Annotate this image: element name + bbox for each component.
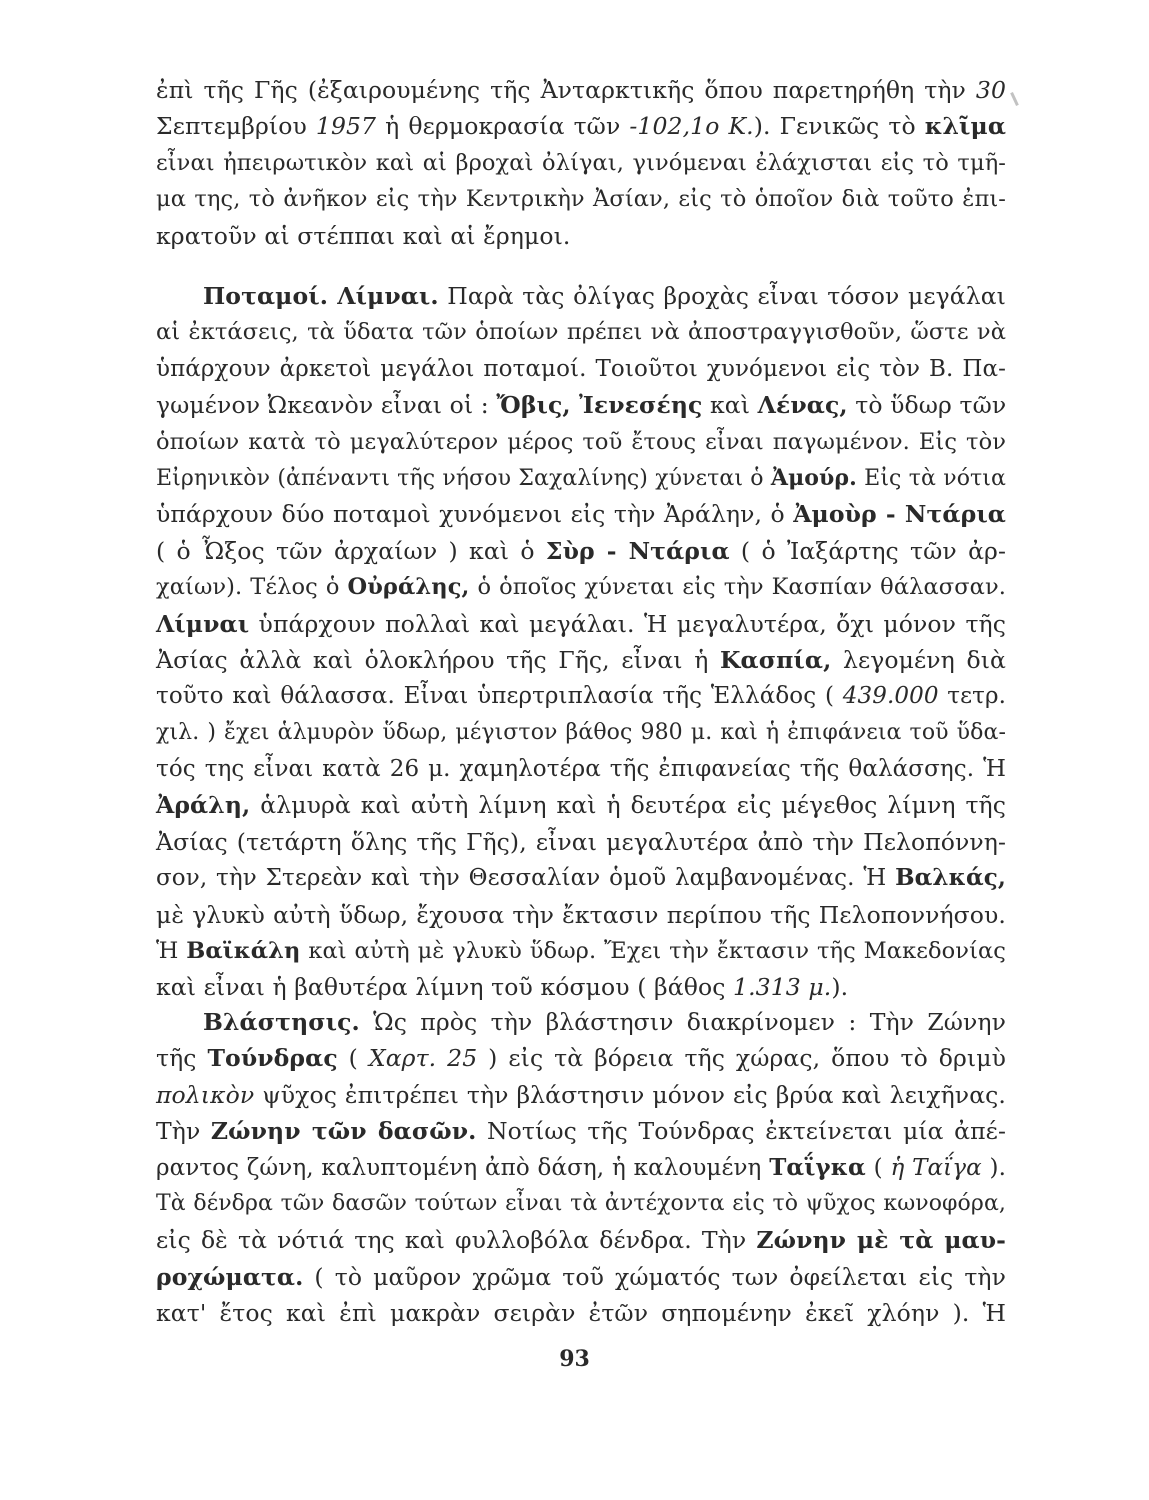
text-line: κρατοῦν αἱ στέππαι καὶ αἱ ἔρημοι. bbox=[156, 221, 571, 250]
section-heading-rivers-lakes: Ποταμοί. Λίμναι. bbox=[203, 282, 439, 310]
text-line: Ἀράλη, ἁλμυρὰ καὶ αὐτὴ λίμνη καὶ ἡ δευτέρα εἰς μέγεθος λίμνη τῆς bbox=[156, 791, 1006, 820]
text-line: Λίμναι ὑπάρχουν πολλαὶ καὶ μεγάλαι. Ἡ μεγαλυτέρα, ὄχι μόνον τῆς bbox=[156, 609, 1006, 638]
text-line: εἶναι ἠπειρωτικὸν καὶ αἱ βροχαὶ ὀλίγαι, γινόμεναι ἐλάχισται εἰς τὸ τμῆ- bbox=[156, 149, 1006, 176]
text-line: Ἀσίας ἀλλὰ καὶ ὁλοκλήρου τῆς Γῆς, εἶναι ἡ Κασπία, λεγομένη διὰ bbox=[156, 645, 1006, 674]
text-line: Τὴν Ζώνην τῶν δασῶν. Νοτίως τῆς Τούνδρας ἐκτείνεται μία ἀπέ- bbox=[156, 1117, 1006, 1146]
text-line: αἱ ἐκτάσεις, τὰ ὕδατα τῶν ὁποίων πρέπει νὰ ἀποστραγγισθοῦν, ὥστε νὰ bbox=[156, 319, 1006, 346]
text-line: Εἰρηνικὸν (ἀπέναντι τῆς νήσου Σαχαλίνης) χύνεται ὁ Ἀμούρ. Εἰς τὰ νότια bbox=[156, 464, 1006, 491]
text-line: μα της, τὸ ἀνῆκον εἰς τὴν Κεντρικὴν Ἀσίαν, εἰς τὸ ὁποῖον διὰ τοῦτο ἐπι- bbox=[156, 186, 1006, 213]
text-line: Σεπτεμβρίου 1957 ἡ θερμοκρασία τῶν -102,1ο Κ.). Γενικῶς τὸ κλῖμα bbox=[156, 112, 1006, 141]
text-line: Βλάστησις. Ὡς πρὸς τὴν βλάστησιν διακρίνομεν : Τὴν Ζώνην bbox=[203, 1008, 1006, 1036]
text-line: κατ' ἔτος καὶ ἐπὶ μακρὰν σειρὰν ἐτῶν σηπομένην ἐκεῖ χλόην ). Ἡ bbox=[156, 1299, 1006, 1328]
section-heading-vegetation: Βλάστησις. bbox=[203, 1008, 360, 1036]
text-line: εἰς δὲ τὰ νότιά της καὶ φυλλοβόλα δένδρα. Τὴν Ζώνην μὲ τὰ μαυ- bbox=[156, 1226, 1006, 1255]
paragraph-rivers-lakes bbox=[156, 278, 1006, 1006]
text-line: ραντος ζώνη, καλυπτομένη ἀπὸ δάση, ἡ καλουμένη Ταΐγκα ( ἡ Ταΐγα ). bbox=[156, 1153, 1006, 1181]
text-line: Τὰ δένδρα τῶν δασῶν τούτων εἶναι τὰ ἀντέχοντα εἰς τὸ ψῦχος κωνοφόρα, bbox=[156, 1190, 1006, 1216]
text-line: ὑπάρχουν ἀρκετοὶ μεγάλοι ποταμοί. Τοιοῦτοι χυνόμενοι εἰς τὸν Β. Πα- bbox=[156, 355, 1006, 382]
text-line: τῆς Τούνδρας ( Χαρτ. 25 ) εἰς τὰ βόρεια τῆς χώρας, ὅπου τὸ δριμὺ bbox=[156, 1044, 1006, 1073]
paragraph-vegetation bbox=[156, 1004, 1006, 1332]
text-line: χαίων). Τέλος ὁ Οὐράλης, ὁ ὁποῖος χύνεται εἰς τὴν Κασπίαν θάλασσαν. bbox=[156, 574, 1007, 601]
page-number: 93 bbox=[559, 1346, 590, 1372]
text-line: ροχώματα. ( τὸ μαῦρον χρῶμα τοῦ χώματός των ὀφείλεται εἰς τὴν bbox=[156, 1262, 1006, 1291]
text-line: καὶ εἶναι ἡ βαθυτέρα λίμνη τοῦ κόσμου ( βάθος 1.313 μ.). bbox=[156, 973, 849, 1002]
text-line: πολικὸν ψῦχος ἐπιτρέπει τὴν βλάστησιν μόνον εἰς βρύα καὶ λειχῆνας. bbox=[156, 1080, 1006, 1109]
text-line: γωμένον Ὠκεανὸν εἶναι οἱ : Ὄβις, Ἰενεσέης καὶ Λένας, τὸ ὕδωρ τῶν bbox=[156, 391, 1007, 420]
text-line: Ἀσίας (τετάρτη ὅλης τῆς Γῆς), εἶναι μεγαλυτέρα ἀπὸ τὴν Πελοπόννη- bbox=[156, 827, 1006, 856]
text-line: Ἡ Βαϊκάλη καὶ αὐτὴ μὲ γλυκὺ ὕδωρ. Ἔχει τὴν ἔκτασιν τῆς Μακεδονίας bbox=[156, 938, 1006, 965]
text-line: μὲ γλυκὺ αὐτὴ ὕδωρ, ἔχουσα τὴν ἔκτασιν περίπου τῆς Πελοποννήσου. bbox=[156, 900, 1006, 929]
text-line: τός της εἶναι κατὰ 26 μ. χαμηλοτέρα τῆς ἐπιφανείας τῆς θαλάσσης. Ἡ bbox=[156, 756, 1006, 783]
scan-speck bbox=[1010, 92, 1019, 106]
text-line: τοῦτο καὶ θάλασσα. Εἶναι ὑπερτριπλασία τῆς Ἑλλάδος ( 439.000 τετρ. bbox=[156, 683, 1006, 710]
text-line: χιλ. ) ἔχει ἁλμυρὸν ὕδωρ, μέγιστον βάθος 980 μ. καὶ ἡ ἐπιφάνεια τοῦ ὕδα- bbox=[156, 719, 1006, 745]
text-line: Ποταμοί. Λίμναι. Παρὰ τὰς ὀλίγας βροχὰς εἶναι τόσον μεγάλαι bbox=[203, 282, 1006, 310]
paragraph-climate bbox=[156, 72, 1006, 254]
text-line: ὁποίων κατὰ τὸ μεγαλύτερον μέρος τοῦ ἔτους εἶναι παγωμένον. Εἰς τὸν bbox=[156, 428, 1006, 455]
text-line: ( ὁ Ὦξος τῶν ἀρχαίων ) καὶ ὁ Σὺρ - Ντάρια ( ὁ Ἰαξάρτης τῶν ἀρ- bbox=[156, 536, 1007, 565]
text-line: ὑπάρχουν δύο ποταμοὶ χυνόμενοι εἰς τὴν Ἀράλην, ὁ Ἀμοὺρ - Ντάρια bbox=[156, 500, 1006, 529]
text-line: σον, τὴν Στερεὰν καὶ τὴν Θεσσαλίαν ὁμοῦ λαμβανομένας. Ἡ Βαλκάς, bbox=[156, 864, 1006, 892]
text-line: ἐπὶ τῆς Γῆς (ἐξαιρουμένης τῆς Ἀνταρκτικῆς ὅπου παρετηρήθη τὴν 30 bbox=[156, 76, 1006, 104]
